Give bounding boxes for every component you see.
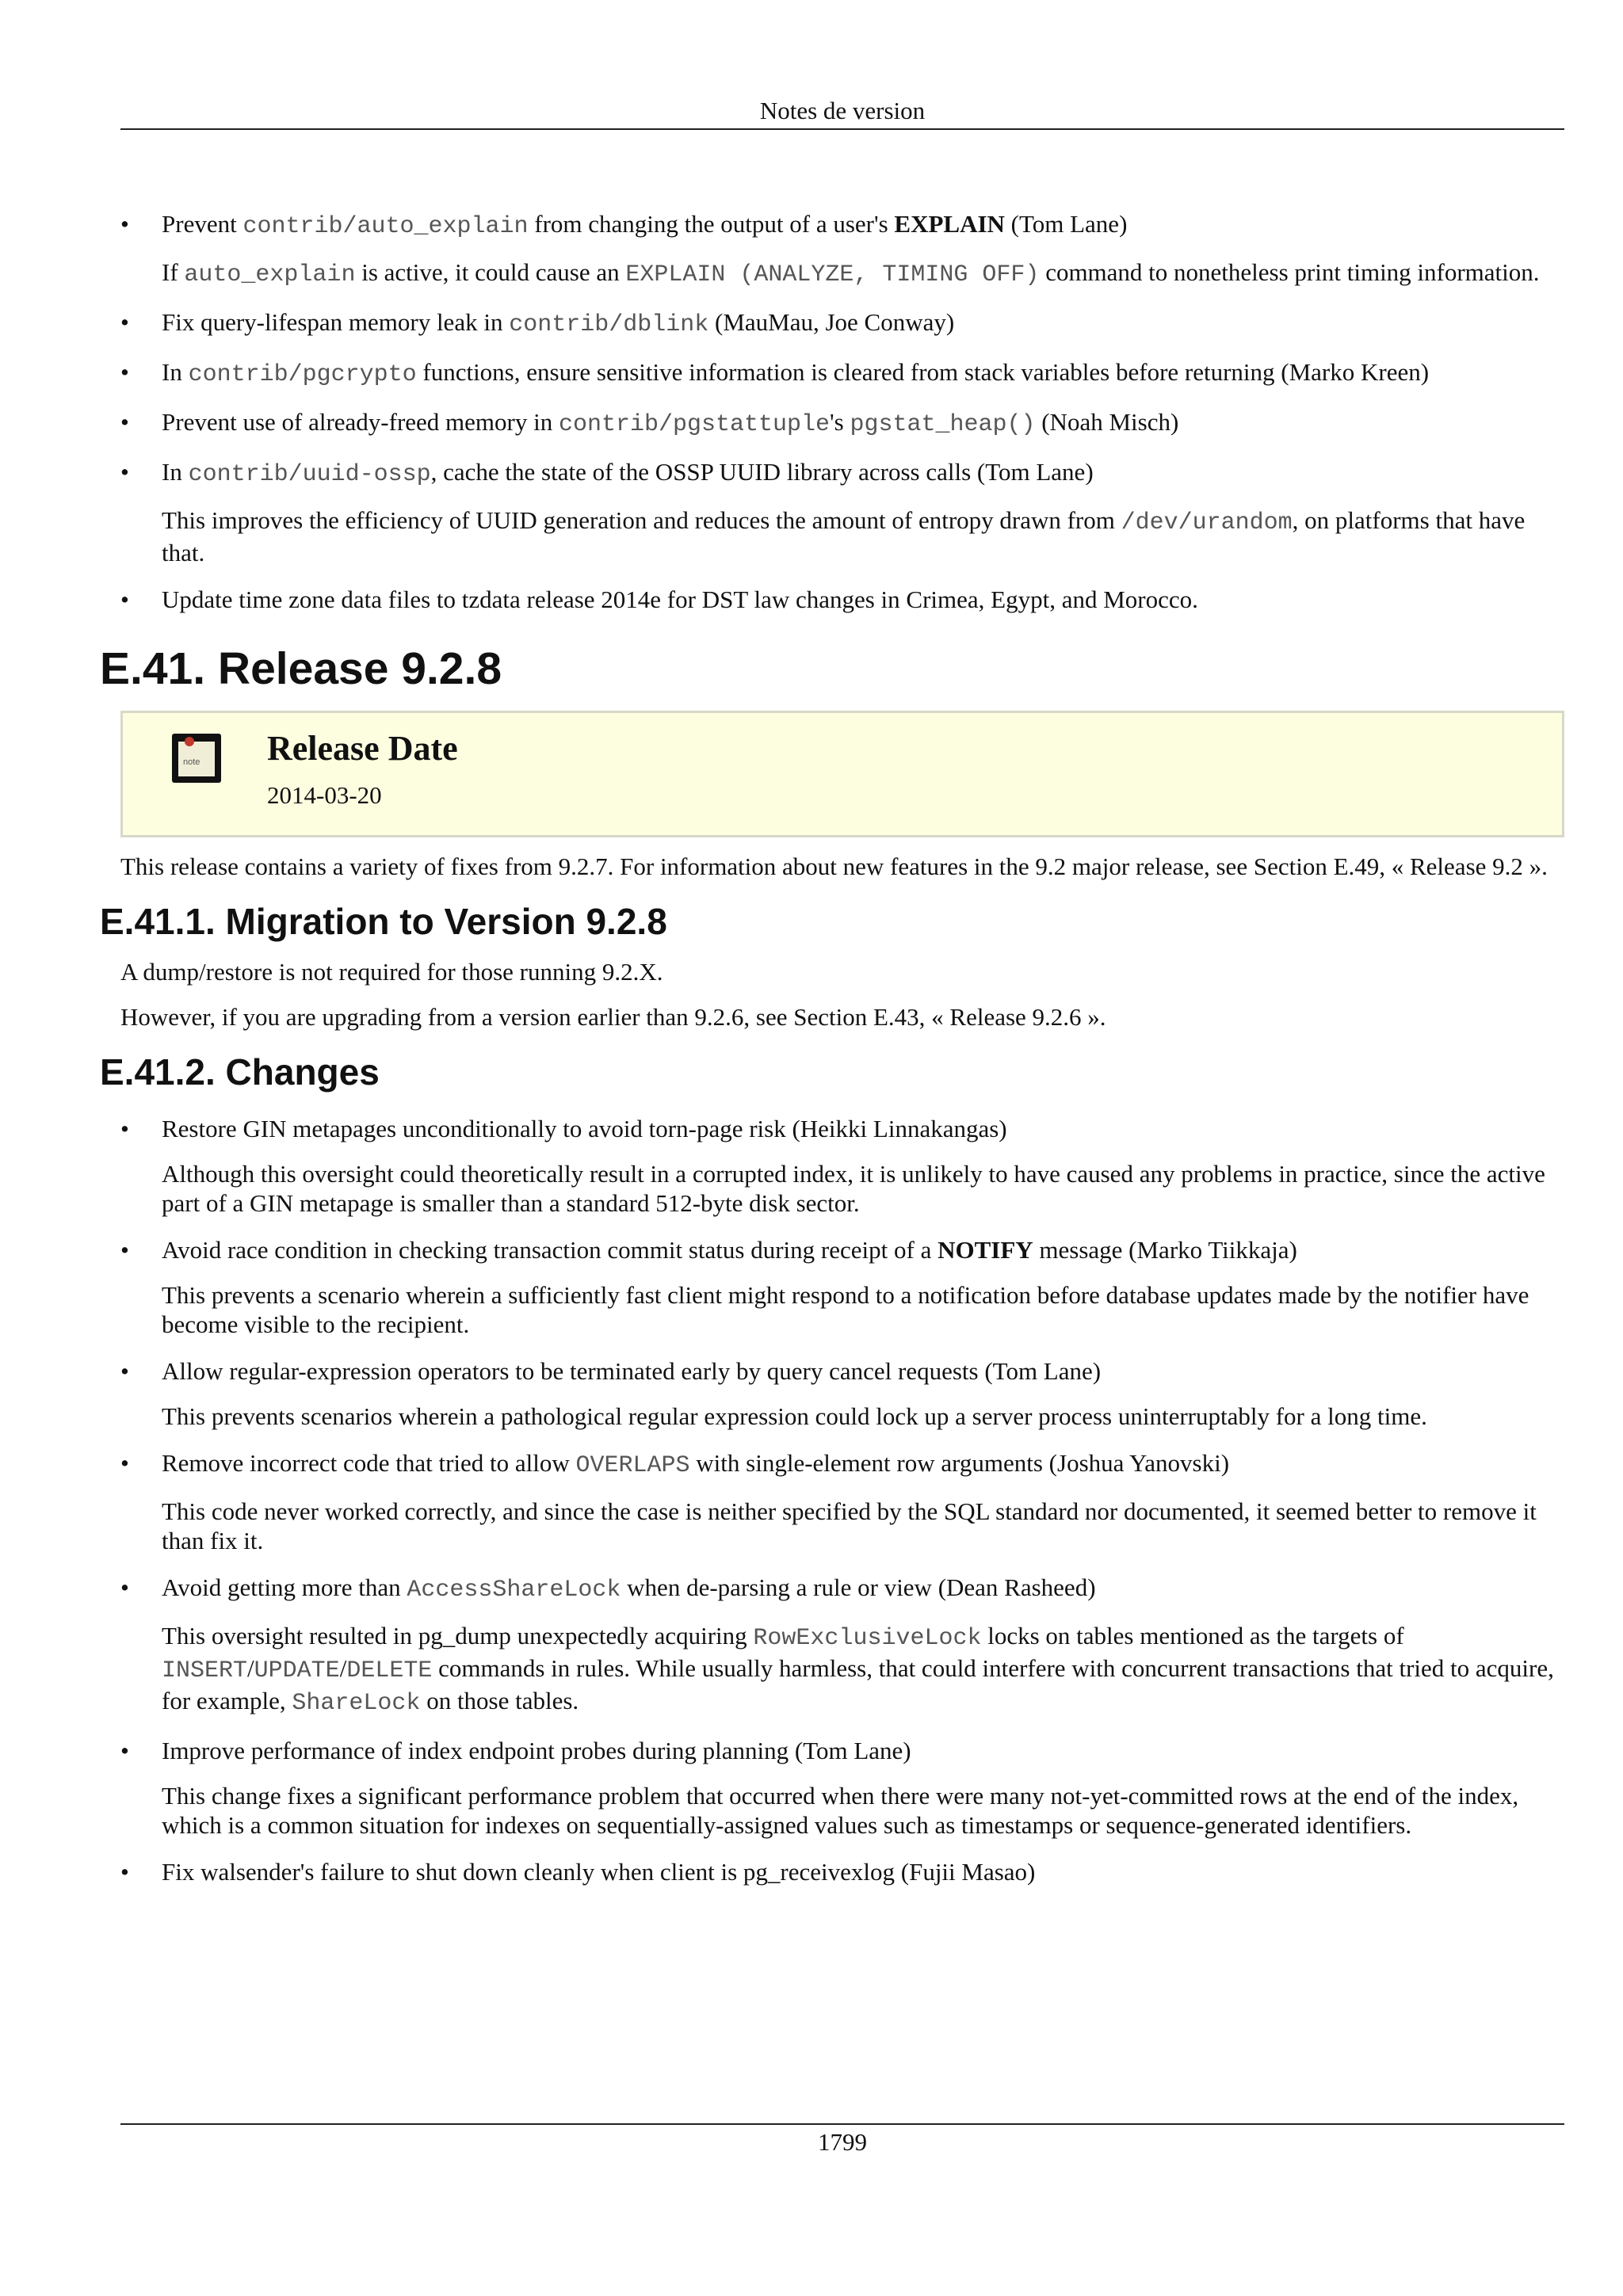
bullet-icon: • xyxy=(120,1573,129,1601)
bullet-icon: • xyxy=(120,1357,129,1385)
text-run: Avoid race condition in checking transaction commit status during receipt of a xyxy=(162,1236,938,1264)
text-run: when de-parsing a rule or view (Dean Rasheed) xyxy=(621,1573,1096,1601)
text-run: If xyxy=(162,258,185,286)
text-run: (MauMau, Joe Conway) xyxy=(708,308,955,336)
changes-heading: E.41.2. Changes xyxy=(100,1051,380,1093)
note-title: Release Date xyxy=(267,729,458,768)
item-summary xyxy=(162,1356,1564,1386)
code-literal: contrib/pgcrypto xyxy=(188,361,417,388)
text-run: Fix walsender's failure to shut down cleanly when client is pg_receivexlog (Fujii Masao) xyxy=(162,1858,1036,1886)
text-run: (Tom Lane) xyxy=(1004,210,1128,238)
text-run: on those tables. xyxy=(420,1687,579,1714)
item-summary xyxy=(162,1857,1564,1886)
page-content xyxy=(100,209,1564,1904)
item-summary xyxy=(162,457,1564,490)
text-run: Update time zone data files to tzdata release 2014e for DST law changes in Crimea, Egypt, and Morocco. xyxy=(162,585,1198,613)
page-header xyxy=(120,93,1564,130)
text-run: Although this oversight could theoretically result in a corrupted index, it is unlikely to have caused any problems in practice, since the active part of a GIN metapage is smaller than a standard 512-byte disk sector. xyxy=(162,1160,1545,1217)
bullet-icon: • xyxy=(120,1236,129,1264)
code-literal: contrib/auto_explain xyxy=(242,213,529,240)
code-literal: /dev/urandom xyxy=(1121,509,1293,536)
bullet-icon: • xyxy=(120,408,129,436)
code-literal: AccessShareLock xyxy=(407,1577,621,1604)
item-summary xyxy=(162,1114,1564,1143)
bullet-icon: • xyxy=(120,308,129,336)
code-literal: RowExclusiveLock xyxy=(753,1625,982,1652)
page-footer xyxy=(120,2123,1564,2157)
text-run: This code never worked correctly, and since the case is neither specified by the SQL standard nor documented, it seemed better to remove it than fix it. xyxy=(162,1497,1537,1554)
list-item xyxy=(120,1448,1564,1555)
code-literal: ShareLock xyxy=(292,1690,421,1717)
code-literal: EXPLAIN (ANALYZE, TIMING OFF) xyxy=(625,261,1040,288)
bullet-icon: • xyxy=(120,210,129,238)
code-literal: contrib/uuid-ossp xyxy=(188,461,431,488)
text-run: This prevents scenarios wherein a pathological regular expression could lock up a server process uninterruptably for a long time. xyxy=(162,1402,1427,1430)
text-run: commands in rules. While usually harmless, that could interfere with concurrent transactions that tried to acquire, for example, xyxy=(162,1654,1554,1714)
text-run: Remove incorrect code that tried to allow xyxy=(162,1449,576,1477)
code-literal: UPDATE xyxy=(254,1657,340,1684)
text-run: Prevent use of already-freed memory in xyxy=(162,408,559,436)
text-run: In xyxy=(162,458,189,486)
item-detail xyxy=(162,1402,1564,1431)
item-detail xyxy=(162,1781,1564,1840)
page-number: 1799 xyxy=(818,2128,867,2156)
text-run: In xyxy=(162,358,189,386)
text-run: , on platforms that have that. xyxy=(162,506,1526,566)
item-summary xyxy=(162,357,1564,390)
text-run: functions, ensure sensitive information is cleared from stack variables before returning (Marko Kreen) xyxy=(416,358,1430,386)
text-run: This oversight resulted in pg_dump unexpectedly acquiring xyxy=(162,1622,754,1650)
item-detail xyxy=(162,1497,1564,1555)
list-item xyxy=(120,1736,1564,1840)
list-item xyxy=(120,1356,1564,1431)
item-summary xyxy=(162,307,1564,340)
list-item xyxy=(120,209,1564,290)
code-literal: OVERLAPS xyxy=(575,1452,690,1479)
item-detail xyxy=(162,1159,1564,1218)
command-keyword: EXPLAIN xyxy=(894,210,1005,238)
code-literal: contrib/pgstattuple xyxy=(558,411,831,438)
text-run: (Noah Misch) xyxy=(1035,408,1179,436)
bullet-icon: • xyxy=(120,1115,129,1142)
item-detail xyxy=(162,1280,1564,1339)
item-summary xyxy=(162,1736,1564,1765)
item-detail xyxy=(162,1621,1564,1718)
item-summary xyxy=(162,1235,1564,1264)
text-run: Avoid getting more than xyxy=(162,1573,407,1601)
text-run: message (Marko Tiikkaja) xyxy=(1033,1236,1297,1264)
command-keyword: NOTIFY xyxy=(938,1236,1033,1264)
item-summary xyxy=(162,209,1564,242)
bullet-icon: • xyxy=(120,358,129,386)
bullet-icon: • xyxy=(120,1449,129,1477)
text-run: / xyxy=(247,1654,254,1682)
list-item xyxy=(120,1235,1564,1339)
text-run: Allow regular-expression operators to be terminated early by query cancel requests (Tom Lane) xyxy=(162,1357,1102,1385)
item-detail xyxy=(162,505,1564,567)
text-run: Fix query-lifespan memory leak in xyxy=(162,308,510,336)
item-summary xyxy=(162,407,1564,440)
text-run: This change fixes a significant performance problem that occurred when there were many not-yet-committed rows at the end of the index, which is a common situation for indexes on sequentially-assigned values such as timestamps or sequence-generated identifiers. xyxy=(162,1782,1519,1839)
list-item xyxy=(120,1573,1564,1718)
text-run: 's xyxy=(830,408,850,436)
note-icon: note xyxy=(172,734,221,783)
code-literal: auto_explain xyxy=(184,261,356,288)
text-run: with single-element row arguments (Joshua Yanovski) xyxy=(689,1449,1230,1477)
list-item xyxy=(120,585,1564,614)
text-run: locks on tables mentioned as the targets of xyxy=(981,1622,1404,1650)
item-summary xyxy=(162,585,1564,614)
text-run: command to nonetheless print timing information. xyxy=(1039,258,1540,286)
list-item xyxy=(120,1857,1564,1886)
text-run: from changing the output of a user's xyxy=(528,210,895,238)
list-item xyxy=(120,457,1564,567)
item-detail xyxy=(162,257,1564,290)
text-run: Prevent xyxy=(162,210,243,238)
top-item-list xyxy=(100,209,1564,614)
bullet-icon: • xyxy=(120,585,129,613)
code-literal: INSERT xyxy=(162,1657,248,1684)
release-date-note xyxy=(120,711,1564,837)
item-summary xyxy=(162,1448,1564,1481)
bullet-icon: • xyxy=(120,1858,129,1886)
migration-heading: E.41.1. Migration to Version 9.2.8 xyxy=(100,901,667,942)
changes-list xyxy=(100,1114,1564,1886)
migration-paragraph-2: However, if you are upgrading from a version earlier than 9.2.6, see Section E.43, « Release 9.2.6 ». xyxy=(120,1003,1106,1031)
list-item xyxy=(120,407,1564,440)
migration-paragraph-1: A dump/restore is not required for those running 9.2.X. xyxy=(120,958,663,986)
text-run: This prevents a scenario wherein a sufficiently fast client might respond to a notification before database updates made by the notifier have become visible to the recipient. xyxy=(162,1281,1529,1338)
text-run: This improves the efficiency of UUID generation and reduces the amount of entropy drawn from xyxy=(162,506,1121,534)
code-literal: pgstat_heap() xyxy=(850,411,1036,438)
release-heading: E.41. Release 9.2.8 xyxy=(100,643,502,694)
header-title: Notes de version xyxy=(759,97,926,124)
list-item xyxy=(120,307,1564,340)
text-run: Restore GIN metapages unconditionally to avoid torn-page risk (Heikki Linnakangas) xyxy=(162,1115,1007,1142)
code-literal: contrib/dblink xyxy=(509,311,709,338)
list-item xyxy=(120,1114,1564,1218)
note-date: 2014-03-20 xyxy=(267,781,382,809)
text-run: is active, it could cause an xyxy=(355,258,626,286)
code-literal: DELETE xyxy=(346,1657,433,1684)
item-summary xyxy=(162,1573,1564,1605)
text-run: Improve performance of index endpoint probes during planning (Tom Lane) xyxy=(162,1737,911,1764)
release-intro: This release contains a variety of fixes from 9.2.7. For information about new features in the 9.2 major release, see Section E.49, « Release 9.2 ». xyxy=(120,852,1548,880)
text-run: , cache the state of the OSSP UUID library across calls (Tom Lane) xyxy=(430,458,1094,486)
list-item xyxy=(120,357,1564,390)
text-run: / xyxy=(339,1654,347,1682)
bullet-icon: • xyxy=(120,1737,129,1764)
bullet-icon: • xyxy=(120,458,129,486)
